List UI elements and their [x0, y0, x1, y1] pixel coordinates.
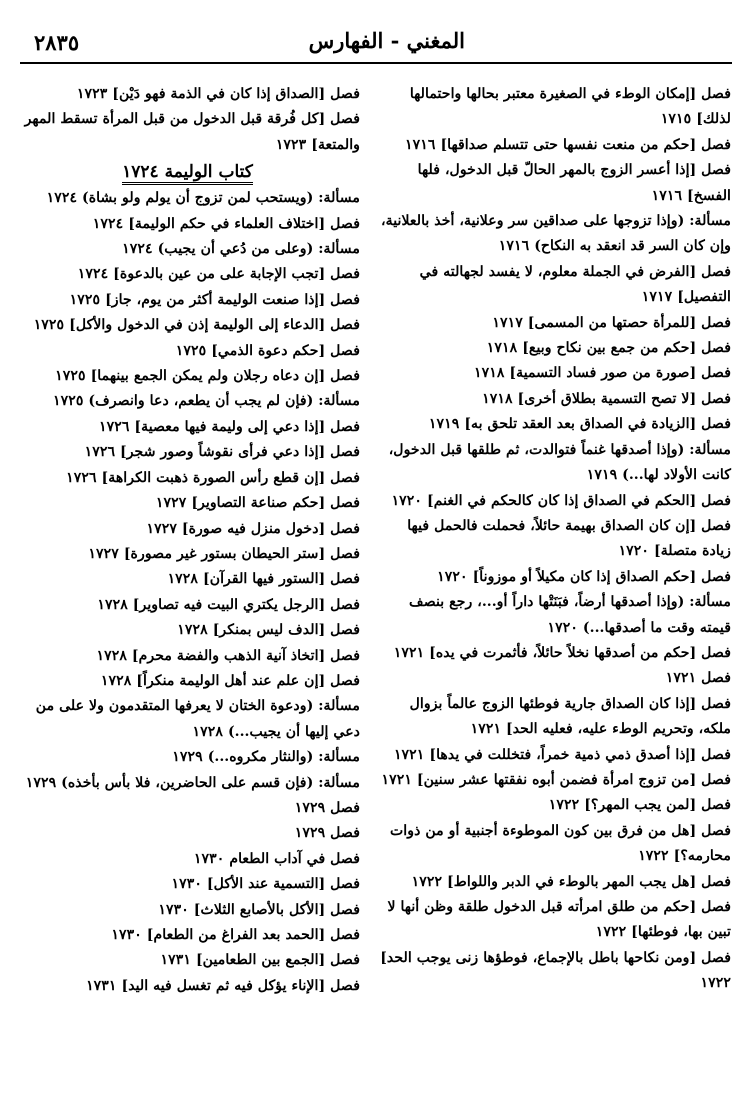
left-column-bottom	[15, 186, 360, 999]
index-entry: فصل [إذا صنعت الوليمة أكثر من يوم، جاز] ١٧٢٥	[69, 291, 360, 308]
index-entry: فصل ١٧٢٩	[294, 825, 360, 842]
index-entry: فصل ١٧٢١	[665, 670, 731, 687]
index-entry: فصل [اتخاذ آنية الذهب والفضة محرم] ١٧٢٨	[96, 647, 360, 664]
book-title-text: كتاب الوليمة ١٧٢٤	[122, 162, 253, 185]
index-entry: فصل [إن كان الصداق بهيمة حائلاً، فحملت فالحمل فيها زيادة متصلة] ١٧٢٠	[407, 517, 731, 560]
index-entry: فصل [التسمية عند الأكل] ١٧٣٠	[171, 876, 360, 893]
index-entry: فصل [صورة من صور فساد التسمية] ١٧١٨	[473, 365, 731, 382]
index-entry: فصل [إذا أعسر الزوج بالمهر الحالّ قبل الدخول، فلها الفسخ] ١٧١٦	[417, 162, 731, 204]
index-entry: مسألة: (وعلى من دُعي أن يجيب) ١٧٢٤	[122, 241, 360, 258]
index-entry: فصل ١٧٢٩	[294, 799, 360, 816]
index-entry: فصل [حكم من طلق امرأته قبل الدخول طلقة وظن أنها لا تبين بها، فوطئها] ١٧٢٢	[387, 899, 731, 941]
index-entry: فصل [الستور فيها القرآن] ١٧٢٨	[167, 571, 360, 588]
index-entry: فصل [ومن نكاحها باطل بالإجماع، فوطؤها زنى يوجب الحد] ١٧٢٢	[380, 949, 731, 992]
index-entry: فصل [كل فُرقة قبل الدخول من قبل المرأة تسقط المهر والمتعة] ١٧٢٣	[24, 111, 360, 153]
left-column	[15, 82, 360, 999]
page-header	[20, 22, 730, 62]
index-entry: مسألة: (فإن قسم على الحاضرين، فلا بأس بأخذه) ١٧٢٩	[25, 774, 360, 791]
book-title	[15, 158, 360, 186]
index-entry: فصل [الأكل بالأصابع الثلاث] ١٧٣٠	[158, 901, 360, 918]
index-entry: فصل [من تزوج امرأة فضمن أبوه نفقتها عشر سنين] ١٧٢١	[381, 771, 731, 788]
index-entry: فصل [إن دعاه رجلان ولم يمكن الجمع بينهما] ١٧٢٥	[55, 368, 360, 385]
right-column	[376, 82, 731, 997]
index-entry: فصل [اختلاف العلماء في حكم الوليمة] ١٧٢٤	[92, 215, 360, 232]
index-entry: فصل في آداب الطعام ١٧٣٠	[193, 850, 360, 867]
index-entry: فصل [لمن يجب المهر؟] ١٧٢٢	[548, 797, 731, 814]
index-entry: فصل [حكم الصداق إذا كان مكيلاً أو موزوناً] ١٧٢٠	[437, 568, 731, 585]
index-entry: فصل [إذا أصدق ذمي ذمية خمراً، فتخللت في يدها] ١٧٢١	[393, 746, 731, 763]
index-entry: فصل [إن علم عند أهل الوليمة منكراً] ١٧٢٨	[100, 672, 360, 689]
index-entry: فصل [الفرض في الجملة معلوم، لا يفسد لجهالته في التفصيل] ١٧١٧	[419, 263, 731, 306]
index-entry: فصل [إذا دعي إلى وليمة فيها معصية] ١٧٢٦	[98, 418, 360, 435]
index-entry: فصل [الرجل يكتري البيت فيه تصاوير] ١٧٢٨	[97, 596, 360, 613]
index-entry: فصل [حكم من منعت نفسها حتى تتسلم صداقها] ١٧١٦	[405, 136, 731, 153]
index-entry: فصل [حكم صناعة التصاوير] ١٧٢٧	[155, 495, 360, 512]
index-entry: فصل [تجب الإجابة على من عين بالدعوة] ١٧٢٤	[77, 266, 360, 283]
index-entry: مسألة: (ودعوة الختان لا يعرفها المتقدمون ولا على من دعي إليها أن يجيب...) ١٧٢٨	[35, 698, 360, 740]
index-entry: فصل [إذا دعي فرأى نقوشاً وصور شجر] ١٧٢٦	[84, 444, 360, 461]
index-entry: فصل [الدف ليس بمنكر] ١٧٢٨	[177, 622, 360, 639]
index-entry: فصل [إمكان الوطء في الصغيرة معتبر بحالها واحتمالها لذلك] ١٧١٥	[409, 86, 731, 128]
left-column-top	[15, 82, 360, 158]
index-entry: فصل [الدعاء إلى الوليمة إذن في الدخول والأكل] ١٧٢٥	[33, 317, 360, 334]
index-entry: فصل [هل يجب المهر بالوطء في الدبر واللواط] ١٧٢٢	[411, 873, 731, 890]
index-entry: مسألة: (فإن لم يجب أن يطعم، دعا وانصرف) ١٧٢٥	[53, 393, 360, 410]
index-entry: فصل [الحمد بعد الفراغ من الطعام] ١٧٣٠	[111, 927, 360, 943]
index-entry: فصل [حكم من جمع بين نكاح وبيع] ١٧١٨	[486, 340, 731, 357]
index-entry: مسألة: (وإذا تزوجها على صداقين سر وعلانية، أخذ بالعلانية، وإن كان السر قد انعقد به النكاح) ١٧١٦	[381, 213, 731, 255]
index-entry: فصل [ستر الحيطان بستور غير مصورة] ١٧٢٧	[88, 545, 360, 562]
index-entry: فصل [الجمع بين الطعامين] ١٧٣١	[160, 952, 360, 969]
index-entry: فصل [إذا كان الصداق جارية فوطئها الزوج عالماً بزوال ملكه، وتحريم الوطء عليه، فعليه الحد] ١٧٢١	[409, 695, 731, 738]
index-entry: فصل [الحكم في الصداق إذا كان كالحكم في الغنم] ١٧٢٠	[391, 492, 731, 509]
index-entry: فصل [حكم دعوة الذمي] ١٧٢٥	[175, 342, 360, 359]
page-number: ٢٨٣٥	[34, 30, 80, 55]
index-entry: فصل [الإناء يؤكل فيه ثم تغسل فيه اليد] ١٧٣١	[86, 977, 360, 994]
header-rule	[20, 62, 732, 64]
index-entry: فصل [للمرأة حصتها من المسمى] ١٧١٧	[492, 314, 731, 331]
index-entry: مسألة: (وإذا أصدقها غنماً فتوالدت، ثم طلقها قبل الدخول، كانت الأولاد لها...) ١٧١٩	[388, 441, 731, 484]
index-entry: مسألة: (والنثار مكروه...) ١٧٢٩	[172, 749, 360, 766]
index-entry: فصل [الزيادة في الصداق بعد العقد تلحق به] ١٧١٩	[428, 416, 731, 433]
index-entry: مسألة: (ويستحب لمن تزوج أن يولم ولو بشاة) ١٧٢٤	[46, 190, 360, 207]
index-entry: فصل [إن قطع رأس الصورة ذهبت الكراهة] ١٧٢٦	[66, 469, 360, 486]
index-entry: مسألة: (وإذا أصدقها أرضاً، فبَنَتْها داراً أو...، رجع بنصف قيمته وقت ما أصدقها...) ١٧٢٠	[409, 594, 731, 636]
index-entry: فصل [دخول منزل فيه صورة] ١٧٢٧	[146, 520, 360, 537]
running-title: المغني - الفهارس	[308, 28, 465, 53]
index-entry: فصل [حكم من أصدقها نخلاً حائلاً، فأثمرت في يده] ١٧٢١	[393, 644, 731, 661]
index-entry: فصل [هل من فرق بين كون الموطوءة أجنبية أو من ذوات محارمه؟] ١٧٢٢	[389, 822, 731, 865]
index-entry: فصل [الصداق إذا كان في الذمة فهو دَيْن] ١٧٢٣	[76, 86, 360, 102]
index-entry: فصل [لا تصح التسمية بطلاق أخرى] ١٧١٨	[482, 390, 731, 407]
